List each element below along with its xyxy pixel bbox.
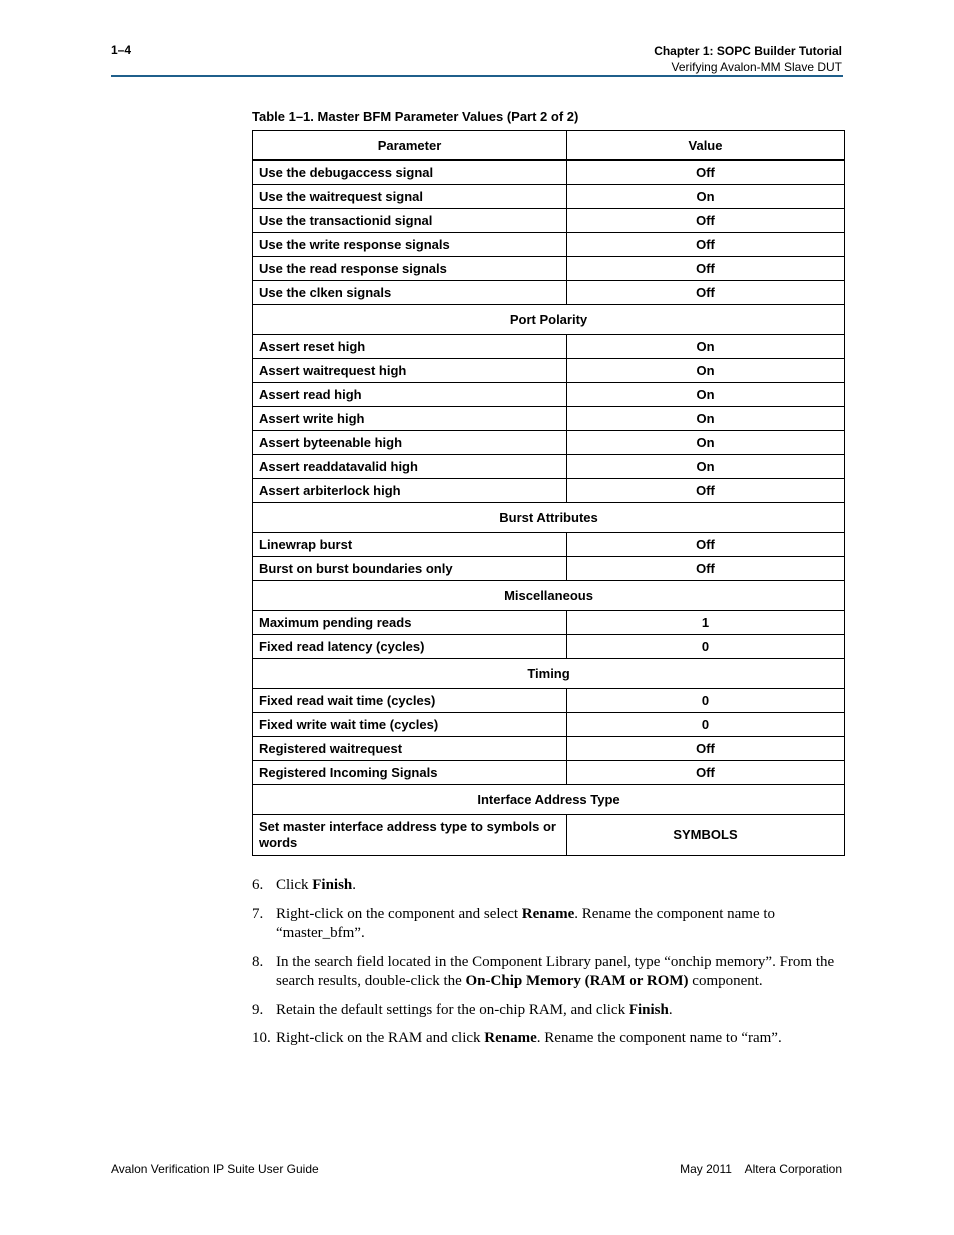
- value-cell: Off: [567, 257, 845, 281]
- table-section-row: [253, 785, 845, 815]
- step-ui-term: On-Chip Memory (RAM or ROM): [465, 973, 689, 989]
- table-row: [253, 635, 845, 659]
- value-cell: On: [567, 335, 845, 359]
- value-cell: On: [567, 383, 845, 407]
- table-row: [253, 359, 845, 383]
- table-row: [253, 713, 845, 737]
- value-cell: On: [567, 455, 845, 479]
- parameter-cell: Assert reset high: [253, 335, 567, 359]
- parameter-cell: Use the read response signals: [253, 257, 567, 281]
- value-cell: SYMBOLS: [567, 815, 845, 856]
- step-text: Click: [276, 877, 313, 893]
- table-row: [253, 557, 845, 581]
- parameter-cell: Use the transactionid signal: [253, 209, 567, 233]
- table-row: [253, 761, 845, 785]
- parameter-cell: Assert byteenable high: [253, 431, 567, 455]
- section-timing: Timing: [253, 659, 845, 689]
- table-caption: Table 1–1. Master BFM Parameter Values (Part 2 of 2): [252, 109, 579, 124]
- step-text: . Rename the component name to “master_bfm”.: [276, 905, 776, 941]
- step-item: [252, 953, 852, 992]
- table-row: [253, 233, 845, 257]
- parameter-cell: Registered waitrequest: [253, 737, 567, 761]
- step-text: .: [352, 877, 357, 893]
- table-section-row: [253, 305, 845, 335]
- parameter-cell: Linewrap burst: [253, 533, 567, 557]
- parameter-cell: Maximum pending reads: [253, 611, 567, 635]
- step-number: 7.: [252, 905, 264, 922]
- value-cell: Off: [567, 533, 845, 557]
- parameter-cell: Assert waitrequest high: [253, 359, 567, 383]
- section-title: Verifying Avalon-MM Slave DUT: [671, 60, 842, 74]
- step-number: 10.: [252, 1030, 271, 1046]
- table-header-row: [253, 131, 845, 161]
- value-cell: Off: [567, 737, 845, 761]
- table-row: [253, 533, 845, 557]
- value-cell: On: [567, 185, 845, 209]
- running-header: [654, 43, 842, 75]
- table-row: [253, 281, 845, 305]
- table-row: [253, 383, 845, 407]
- parameter-cell: Assert write high: [253, 407, 567, 431]
- parameter-cell: Use the debugaccess signal: [253, 160, 567, 185]
- value-cell: On: [567, 407, 845, 431]
- instruction-steps: [252, 876, 852, 1058]
- step-number: 6.: [252, 877, 264, 893]
- page-number: 1–4: [111, 43, 132, 57]
- column-header-parameter: Parameter: [253, 131, 567, 161]
- value-cell: 0: [567, 689, 845, 713]
- value-cell: On: [567, 359, 845, 383]
- step-ui-term: Rename: [521, 905, 575, 922]
- step-item: [252, 876, 852, 896]
- parameter-table: [252, 130, 845, 856]
- table-row: [253, 479, 845, 503]
- value-cell: On: [567, 431, 845, 455]
- step-text: .: [668, 1001, 673, 1018]
- step-ui-term: Finish: [312, 877, 353, 893]
- table-section-row: [253, 659, 845, 689]
- value-cell: 0: [567, 713, 845, 737]
- parameter-cell: Assert read high: [253, 383, 567, 407]
- column-header-value: Value: [567, 131, 845, 161]
- step-item: [252, 1029, 852, 1049]
- value-cell: Off: [567, 761, 845, 785]
- table-row: [253, 257, 845, 281]
- value-cell: Off: [567, 233, 845, 257]
- parameter-cell: Assert arbiterlock high: [253, 479, 567, 503]
- value-cell: Off: [567, 479, 845, 503]
- header-rule: [111, 75, 843, 77]
- step-text: . Rename the component name to “ram”.: [536, 1030, 782, 1046]
- parameter-cell: Fixed write wait time (cycles): [253, 713, 567, 737]
- value-cell: 1: [567, 611, 845, 635]
- table-row: [253, 407, 845, 431]
- parameter-cell: Burst on burst boundaries only: [253, 557, 567, 581]
- parameter-cell: Use the waitrequest signal: [253, 185, 567, 209]
- parameter-cell: Fixed read latency (cycles): [253, 635, 567, 659]
- chapter-title: Chapter 1: SOPC Builder Tutorial: [654, 44, 842, 58]
- table-section-row: [253, 503, 845, 533]
- parameter-cell: Assert readdatavalid high: [253, 455, 567, 479]
- step-ui-term: Finish: [628, 1001, 669, 1018]
- table-row: [253, 689, 845, 713]
- parameter-cell: Use the clken signals: [253, 281, 567, 305]
- value-cell: Off: [567, 557, 845, 581]
- footer-date-company: May 2011 Altera Corporation: [680, 1162, 842, 1176]
- table-row: [253, 335, 845, 359]
- table-row: [253, 455, 845, 479]
- table-row: [253, 431, 845, 455]
- section-burst-attributes: Burst Attributes: [253, 503, 845, 533]
- value-cell: Off: [567, 209, 845, 233]
- step-ui-term: Rename: [484, 1030, 537, 1046]
- parameter-cell: Registered Incoming Signals: [253, 761, 567, 785]
- step-text: component.: [688, 973, 763, 989]
- step-text: Right-click on the RAM and click: [276, 1030, 485, 1046]
- section-miscellaneous: Miscellaneous: [253, 581, 845, 611]
- value-cell: Off: [567, 281, 845, 305]
- section-port-polarity: Port Polarity: [253, 305, 845, 335]
- table-row: [253, 160, 845, 185]
- step-item: [252, 1001, 852, 1021]
- table-section-row: [253, 581, 845, 611]
- parameter-cell: Fixed read wait time (cycles): [253, 689, 567, 713]
- footer-guide-title: Avalon Verification IP Suite User Guide: [111, 1162, 319, 1176]
- step-number: 9.: [252, 1001, 264, 1018]
- table-row: [253, 185, 845, 209]
- step-text: Retain the default settings for the on-chip RAM, and click: [276, 1001, 629, 1018]
- step-item: [252, 905, 852, 944]
- table-row: [253, 737, 845, 761]
- value-cell: Off: [567, 160, 845, 185]
- table-row: [253, 815, 845, 856]
- step-number: 8.: [252, 953, 264, 970]
- parameter-cell: Use the write response signals: [253, 233, 567, 257]
- step-text: Right-click on the component and select: [276, 905, 522, 922]
- value-cell: 0: [567, 635, 845, 659]
- parameter-cell: Set master interface address type to symbols or words: [253, 815, 567, 856]
- table-row: [253, 611, 845, 635]
- section-interface-address-type: Interface Address Type: [253, 785, 845, 815]
- step-text: In the search field located in the Component Library panel, type “onchip memory”. From the search results, double-click the: [276, 953, 835, 989]
- table-row: [253, 209, 845, 233]
